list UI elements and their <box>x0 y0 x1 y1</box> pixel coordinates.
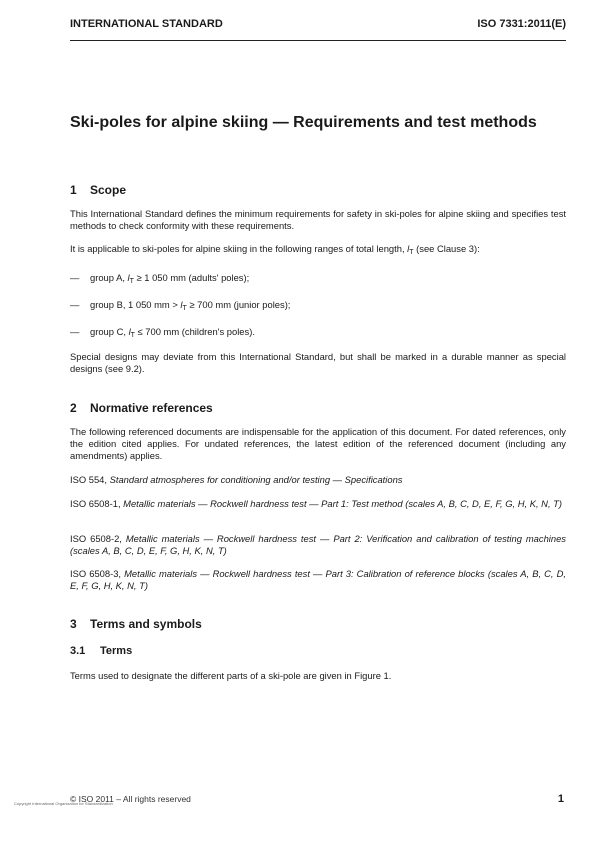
subsection-heading-terms <box>70 645 132 657</box>
header-left: INTERNATIONAL STANDARD <box>70 18 223 30</box>
reference-item: ISO 6508-3, Metallic materials — Rockwell hardness test — Part 3: Calibration of reference blocks (scales A, B, C, D, E, F, G, H, K, N, T) <box>70 568 566 591</box>
header-right: ISO 7331:2011(E) <box>477 18 566 30</box>
list-item: — group C, $l_T \le 700$ mm (children's poles). <box>70 326 255 339</box>
page-header <box>70 18 566 41</box>
section-number: 1 <box>70 183 77 197</box>
section-title: Scope <box>90 183 127 197</box>
scope-paragraph-1: This International Standard defines the minimum requirements for safety in ski-poles for alpine skiing and specifies test methods to check conformity with these requirements. <box>70 208 566 231</box>
section-number: 2 <box>70 401 77 415</box>
list-item: — group B, 1 050 mm > $l_T \ge 700$ mm (junior poles); <box>70 299 291 312</box>
copyright-notice: © ISO 2011 – All rights reserved <box>70 794 191 804</box>
scope-paragraph-3: Special designs may deviate from this International Standard, but shall be marked in a durable manner as special designs (see 9.2). <box>70 351 566 374</box>
section-heading-terms <box>70 617 202 631</box>
copyright-watermark: Copyright International Organization for Standardization <box>14 801 113 806</box>
section-heading-scope <box>70 183 126 197</box>
page-number: 1 <box>557 793 564 805</box>
section-heading-normative <box>70 401 213 415</box>
scope-paragraph-2: It is applicable to ski-poles for alpine skiing in the following ranges of total length, $l_T$ (see Clause 3): <box>70 243 480 256</box>
terms-paragraph: Terms used to designate the different parts of a ski-pole are given in Figure 1. <box>70 670 392 681</box>
reference-item: ISO 6508-1, Metallic materials — Rockwell hardness test — Part 1: Test method (scales A, B, C, D, E, F, G, H, K, N, T) <box>70 498 563 509</box>
reference-item: ISO 554, Standard atmospheres for conditioning and/or testing — Specifications <box>70 474 403 485</box>
normative-intro: The following referenced documents are indispensable for the application of this document. For dated references, only the edition cited applies. For undated references, the latest edition of the referenced document (including any amendments) applies. <box>70 426 566 461</box>
reference-item: ISO 6508-2, Metallic materials — Rockwell hardness test — Part 2: Verification and calibration of testing machines (scales A, B, C, D, E, F, G, H, K, N, T) <box>70 533 566 556</box>
list-item: — group A, $l_T \ge 1$ 050 mm (adults' poles); <box>70 272 250 285</box>
section-title: Normative references <box>90 401 213 415</box>
section-number: 3 <box>70 617 77 631</box>
section-title: Terms and symbols <box>90 617 202 631</box>
document-title: Ski-poles for alpine skiing — Requirements and test methods <box>70 114 537 131</box>
subsection-title: Terms <box>100 645 133 657</box>
subsection-number: 3.1 <box>70 645 86 657</box>
